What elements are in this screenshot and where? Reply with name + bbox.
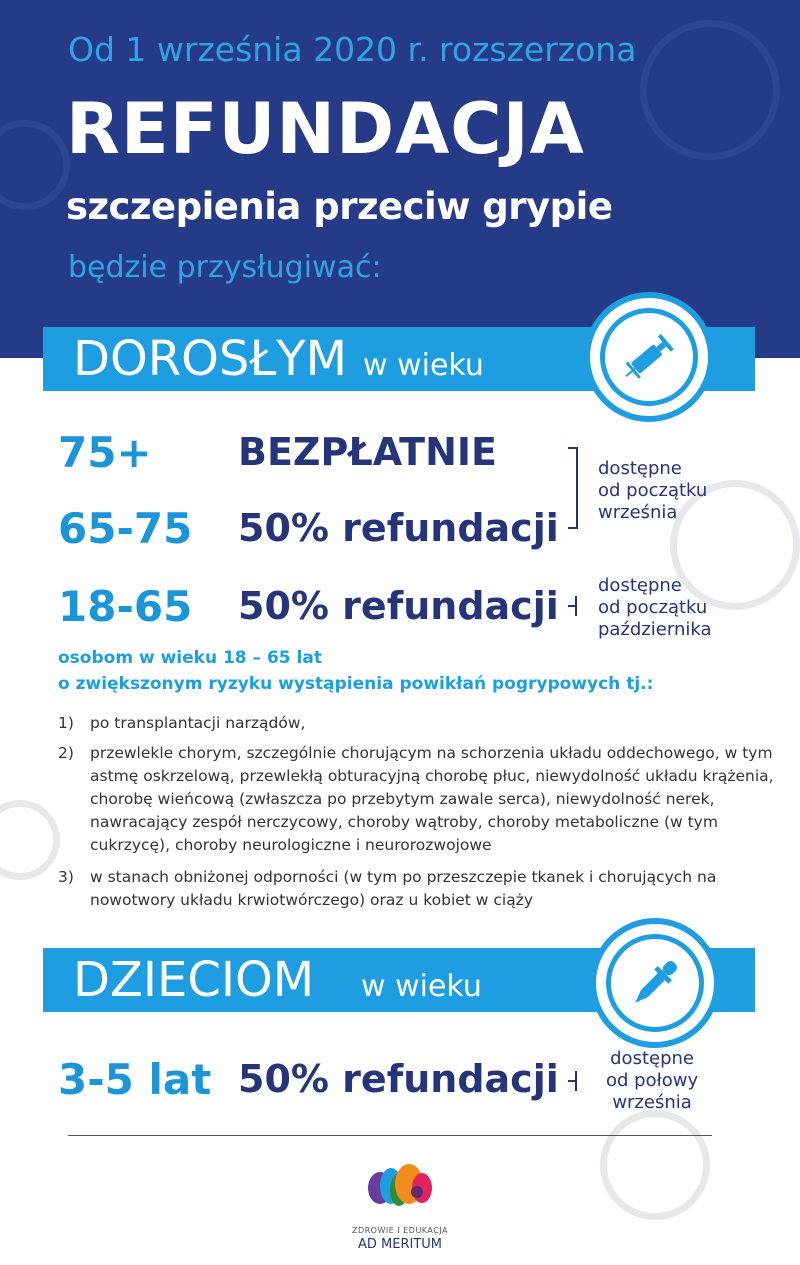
refund-75-plus: BEZPŁATNIE	[238, 430, 498, 474]
list-item: 1) po transplantacji narządów,	[58, 714, 306, 732]
banner-title: DOROSŁYM	[73, 331, 348, 387]
intro-line: Od 1 września 2020 r. rozszerzona	[68, 30, 637, 69]
banner-subtitle: w wieku	[361, 969, 482, 1004]
availability-note-mid-september: dostępne od połowy września	[606, 1048, 699, 1113]
dropper-icon	[590, 918, 720, 1048]
availability-note-october: dostępne od początku października	[598, 575, 712, 640]
virus-decoration-icon	[0, 800, 60, 880]
age-18-65: 18-65	[58, 582, 193, 631]
refund-65-75: 50% refundacji	[238, 506, 559, 550]
refund-3-5: 50% refundacji	[238, 1057, 559, 1101]
ad-meritum-logo	[367, 1162, 433, 1214]
logo-tagline: ZDROWIE I EDUKACJA	[351, 1226, 449, 1235]
availability-note-september: dostępne od początku września	[598, 458, 708, 523]
banner-title: DZIECIOM	[73, 952, 315, 1008]
bracket	[568, 447, 578, 529]
list-item: 3) w stanach obniżonej odporności (w tym po przeszczepie tkanek i chorujących na nowotwory układu krwiotwórczego) oraz u kobiet w ciąży	[58, 868, 717, 909]
divider	[68, 1135, 712, 1136]
list-item: 2) przewlekle chorym, szczególnie chorującym na schorzenia układu oddechowego, w tym astmę oskrzelową, przewlekłą obturacyjną chorobę płuc, niewydolność układu krążenia, chorobę wieńcową (zwłaszcza po przebytym zawale serca), niewydolność nerek, nawracający zespół nerczycowy, choroby wątroby, choroby metaboliczne (w tym cukrzycę), choroby neurologiczne i neurorozwojowe	[58, 744, 774, 854]
intro-line-2: będzie przysługiwać:	[68, 250, 382, 285]
age-65-75: 65-75	[58, 504, 193, 553]
age-3-5: 3-5 lat	[58, 1055, 212, 1104]
page-subtitle: szczepienia przeciw grypie	[66, 185, 613, 228]
logo-name: AD MERITUM	[357, 1237, 442, 1252]
syringe-icon	[584, 292, 714, 422]
age-75-plus: 75+	[58, 428, 152, 477]
risk-group-line-2: o zwiększonym ryzyku wystąpienia powikłań pogrypowych tj.:	[58, 674, 654, 694]
refund-18-65: 50% refundacji	[238, 584, 559, 628]
virus-decoration-icon	[600, 1110, 710, 1220]
page-title: REFUNDACJA	[66, 88, 585, 170]
virus-decoration-icon	[640, 20, 780, 160]
risk-group-line-1: osobom w wieku 18 – 65 lat	[58, 648, 322, 668]
banner-subtitle: w wieku	[363, 348, 484, 383]
